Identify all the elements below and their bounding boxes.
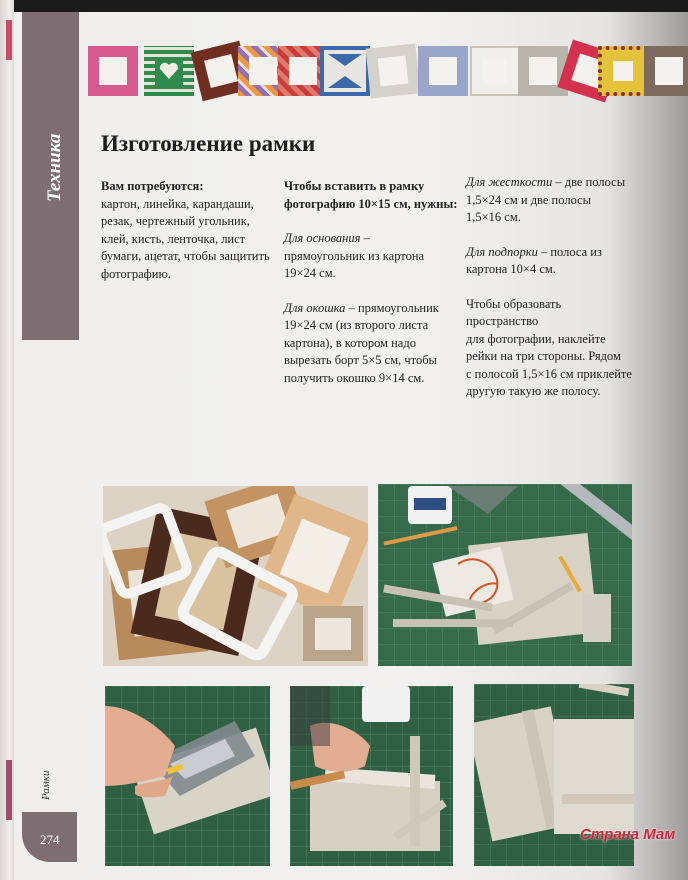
stand-term: Для подпорки bbox=[466, 244, 538, 259]
frame-icon bbox=[144, 46, 194, 96]
assembly-paragraph bbox=[466, 296, 636, 401]
stiffener-line: 1,5×24 см и две полосы bbox=[466, 192, 592, 207]
section-footer-label: Рамки bbox=[40, 770, 52, 800]
page-number: 274 bbox=[40, 832, 60, 847]
assembly-line: другую такую же полосу. bbox=[466, 384, 601, 398]
assembly-line: рейки на три стороны. Рядом bbox=[466, 349, 621, 363]
assembly-line: с полосой 1,5×16 см приклейте bbox=[466, 366, 632, 381]
frame-icon bbox=[366, 44, 421, 99]
page-edge-marker bbox=[6, 760, 12, 820]
book-spine bbox=[0, 0, 14, 880]
materials-line: фотографию. bbox=[101, 266, 171, 281]
stand-line: – полоса из bbox=[537, 244, 602, 259]
gluing-strips-photo bbox=[290, 686, 453, 866]
page-number-tab bbox=[22, 812, 77, 862]
cardboard-heading bbox=[284, 178, 459, 213]
window-line: картона), в котором надо bbox=[284, 335, 416, 350]
frame-icon bbox=[598, 46, 648, 96]
frame-icon bbox=[518, 46, 568, 96]
section-tab-label: Техника bbox=[44, 133, 65, 202]
page-edge-marker bbox=[6, 20, 12, 60]
strips-column bbox=[466, 174, 636, 418]
base-line: 19×24 см. bbox=[284, 266, 336, 280]
frame-icon bbox=[88, 46, 138, 96]
frames-collage-photo bbox=[103, 486, 368, 666]
page-title: Изготовление рамки bbox=[101, 131, 316, 156]
stiffener-paragraph bbox=[466, 174, 636, 227]
base-line: – bbox=[360, 231, 370, 245]
stiffener-line: – две полосы bbox=[552, 175, 626, 189]
section-tab bbox=[22, 12, 79, 340]
materials-line: клей, кисть, ленточка, лист bbox=[101, 231, 246, 246]
frame-icon bbox=[418, 46, 468, 96]
materials-on-cutting-mat-photo bbox=[378, 484, 632, 666]
window-paragraph bbox=[284, 300, 459, 388]
base-line: прямоугольник из картона bbox=[284, 248, 425, 263]
stiffener-term: Для жесткости bbox=[466, 175, 553, 189]
cardboard-heading-line: Чтобы вставить в рамку bbox=[284, 179, 425, 193]
stiffener-line: 1,5×16 см. bbox=[466, 210, 521, 224]
assembly-line: для фотографии, наклейте bbox=[466, 331, 606, 346]
cardboard-heading-line: фотографию 10×15 см, нужны: bbox=[284, 196, 458, 211]
window-term: Для окошка bbox=[284, 300, 346, 315]
frame-icon bbox=[470, 46, 520, 96]
base-paragraph bbox=[284, 230, 459, 283]
frame-icon bbox=[320, 46, 370, 96]
base-term: Для основания bbox=[284, 231, 361, 245]
assembly-line: Чтобы образовать пространство bbox=[466, 296, 562, 328]
frame-icon bbox=[644, 46, 688, 96]
cardboard-column bbox=[284, 178, 459, 404]
materials-line: резак, чертежный угольник, bbox=[101, 214, 250, 228]
window-line: получить окошко 9×14 см. bbox=[284, 370, 425, 385]
scan-top-edge bbox=[0, 0, 688, 12]
watermark: Страна Мам bbox=[580, 826, 676, 843]
stand-line: картона 10×4 см. bbox=[466, 262, 556, 276]
materials-line: бумаги, ацетат, чтобы защитить bbox=[101, 249, 270, 263]
window-line: – прямоугольник bbox=[345, 300, 439, 315]
materials-column bbox=[101, 178, 276, 283]
window-line: вырезать борт 5×5 см, чтобы bbox=[284, 353, 437, 367]
materials-line: картон, линейка, карандаши, bbox=[101, 196, 254, 211]
decorative-frames-strip bbox=[78, 42, 688, 104]
window-line: 19×24 см (из второго листа bbox=[284, 318, 429, 332]
materials-heading: Вам потребуются: bbox=[101, 179, 204, 193]
cutting-with-ruler-photo bbox=[105, 686, 270, 866]
stand-paragraph bbox=[466, 244, 636, 279]
